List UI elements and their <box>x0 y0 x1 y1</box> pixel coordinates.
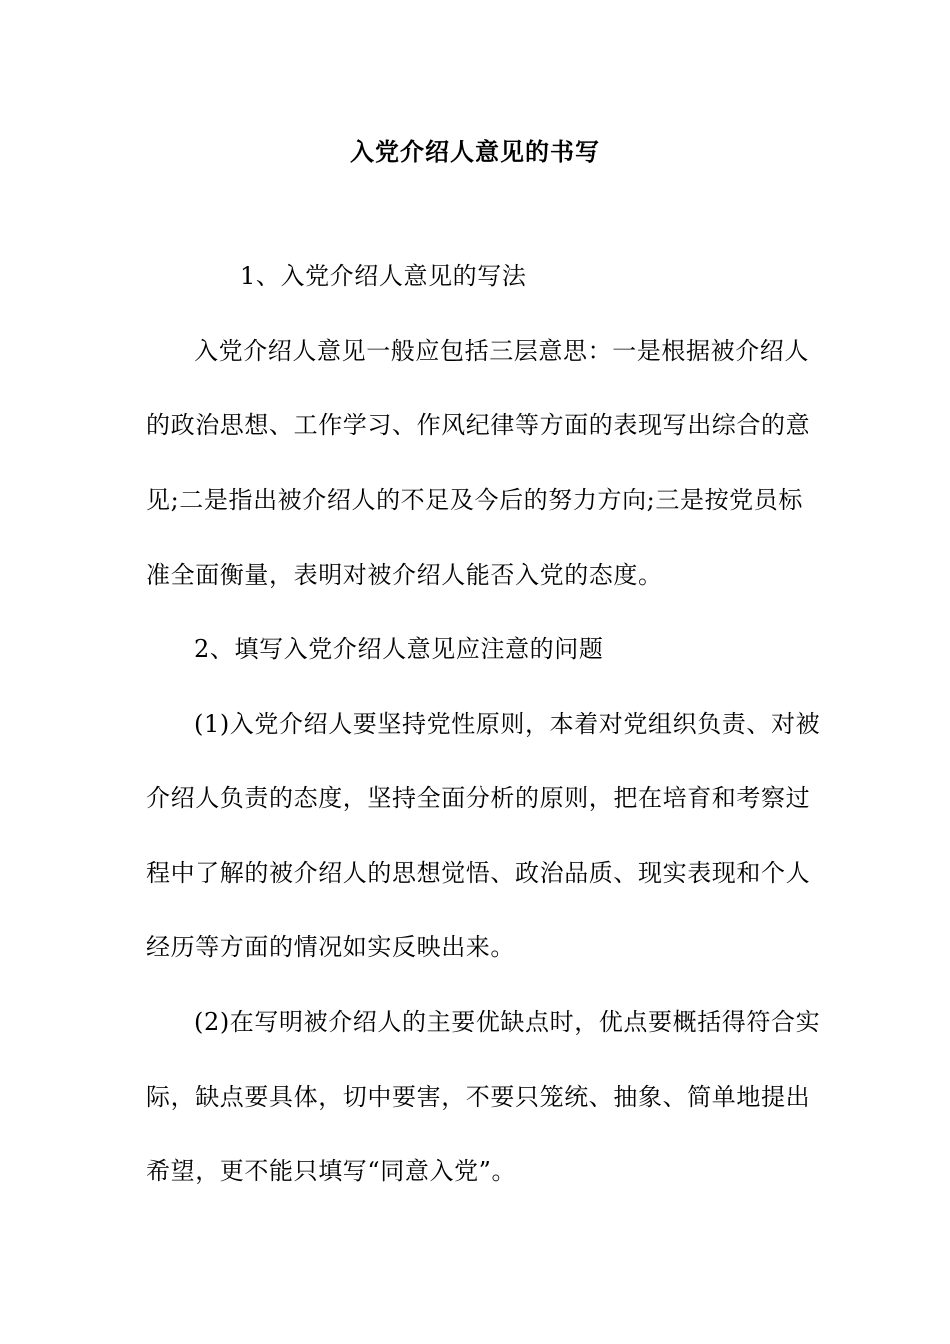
paragraph-1-line-1: 入党介绍人意见一般应包括三层意思：一是根据被介绍人 <box>194 337 809 365</box>
paragraph-3-line-2: 际，缺点要具体，切中要害，不要只笼统、抽象、简单地提出 <box>146 1083 811 1111</box>
paragraph-3-line-3: 希望，更不能只填写“同意入党”。 <box>146 1157 517 1185</box>
paragraph-1-line-2: 的政治思想、工作学习、作风纪律等方面的表现写出综合的意 <box>146 411 811 439</box>
paragraph-2-line-2: 介绍人负责的态度，坚持全面分析的原则，把在培育和考察过 <box>146 784 811 812</box>
paragraph-2-line-4: 经历等方面的情况如实反映出来。 <box>146 933 515 961</box>
paragraph-3-line-1: (2)在写明被介绍人的主要优缺点时，优点要概括得符合实 <box>194 1008 821 1036</box>
document-title: 入党介绍人意见的书写 <box>350 137 600 166</box>
paragraph-2-line-1: (1)入党介绍人要坚持党性原则，本着对党组织负责、对被 <box>194 710 821 738</box>
section-heading-1: 1、入党介绍人意见的写法 <box>240 262 527 290</box>
paragraph-1-line-3: 见;二是指出被介绍人的不足及今后的努力方向;三是按党员标 <box>146 486 803 514</box>
paragraph-2-line-3: 程中了解的被介绍人的思想觉悟、政治品质、现实表现和个人 <box>146 859 811 887</box>
paragraph-1-line-4: 准全面衡量，表明对被介绍人能否入党的态度。 <box>146 561 663 589</box>
section-heading-2: 2、填写入党介绍人意见应注意的问题 <box>194 635 604 663</box>
